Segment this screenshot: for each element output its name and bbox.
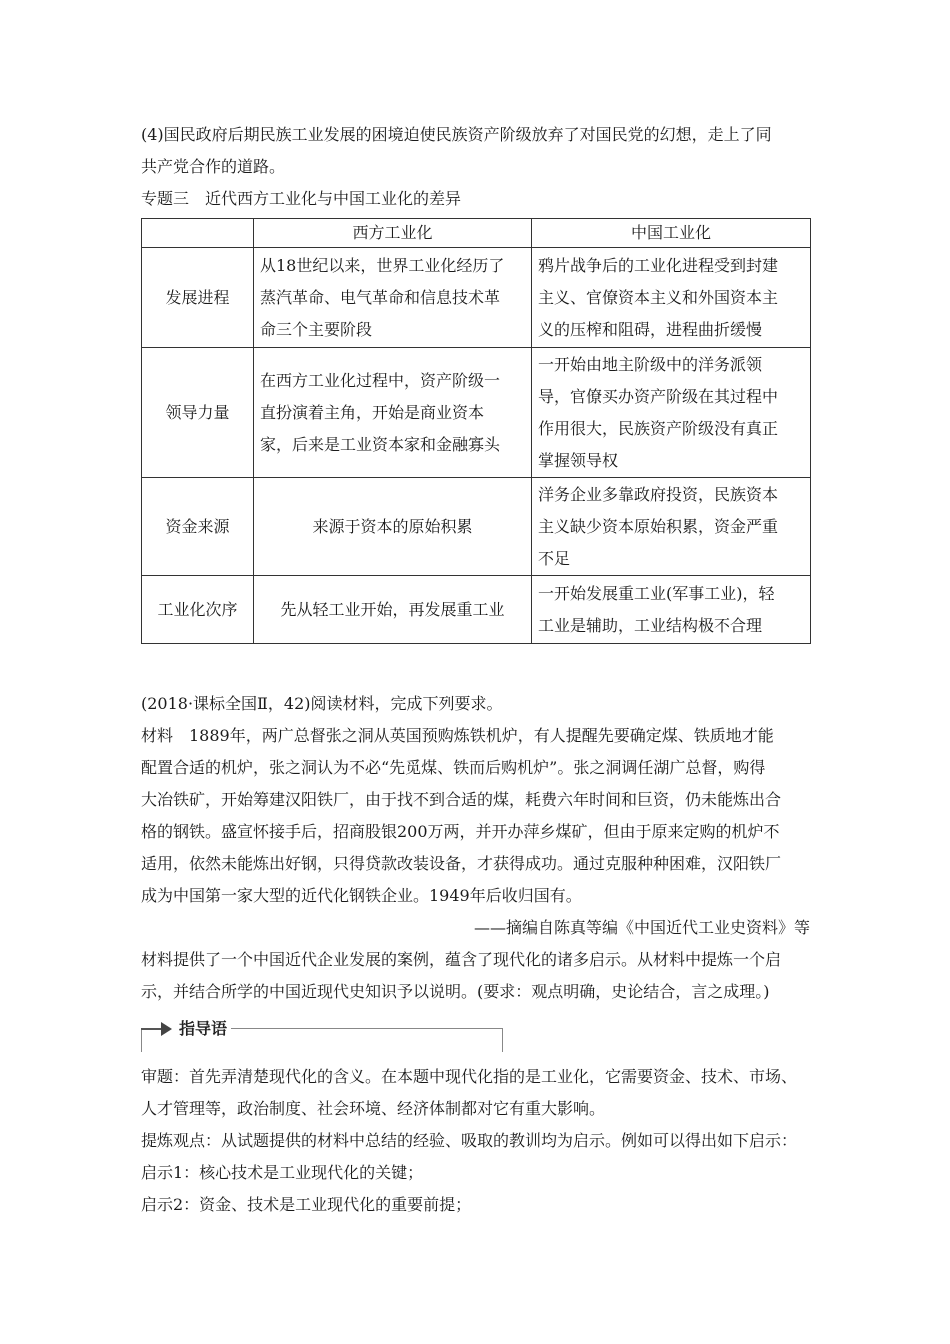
guide-line: 启示2：资金、技术是工业现代化的重要前提； — [141, 1195, 472, 1214]
material-source: ——摘编自陈真等编《中国近代工业史资料》等 — [473, 918, 810, 937]
cell-line: 直扮演着主角，开始是商业资本 — [260, 402, 485, 422]
table-header-china: 中国工业化 — [532, 219, 811, 248]
table-header-row — [142, 219, 811, 248]
task-line: 材料提供了一个中国近代企业发展的案例，蕴含了现代化的诸多启示。从材料中提炼一个启 — [141, 950, 782, 969]
guide-arrow-line — [141, 1028, 161, 1030]
arrow-right-icon — [161, 1022, 172, 1036]
cell-line: 掌握领导权 — [538, 450, 619, 470]
cell-line: 鸦片战争后的工业化进程受到封建 — [538, 255, 779, 275]
cell-line: 作用很大，民族资产阶级没有真正 — [538, 418, 779, 438]
task-line: 示，并结合所学的中国近现代史知识予以说明。(要求：观点明确，史论结合，言之成理。) — [141, 982, 770, 1001]
topic-title: 专题三 近代西方工业化与中国工业化的差异 — [141, 189, 462, 208]
guide-label: 指导语 — [179, 1019, 228, 1038]
row-china-cell — [532, 348, 811, 478]
row-label: 领导力量 — [142, 348, 254, 478]
table-row — [142, 576, 811, 644]
row-china-cell — [532, 248, 811, 348]
material-line: 大冶铁矿，开始筹建汉阳铁厂，由于找不到合适的煤，耗费六年时间和巨资，仍未能炼出合 — [141, 790, 782, 809]
cell-line: 先从轻工业开始，再发展重工业 — [280, 599, 505, 619]
material-line: 成为中国第一家大型的近代化钢铁企业。1949年后收归国有。 — [141, 886, 582, 905]
row-west-cell — [254, 348, 532, 478]
row-china-cell — [532, 478, 811, 576]
intro-line-2: 共产党合作的道路。 — [141, 157, 286, 176]
question-heading: (2018·课标全国Ⅱ，42)阅读材料，完成下列要求。 — [141, 694, 503, 713]
guide-banner — [141, 1016, 503, 1056]
table-row — [142, 348, 811, 478]
material-line: 格的钢铁。盛宣怀接手后，招商股银200万两，并开办萍乡煤矿，但由于原来定购的机炉不 — [141, 822, 780, 841]
cell-line: 从18世纪以来，世界工业化经历了 — [260, 255, 505, 275]
cell-line: 洋务企业多靠政府投资，民族资本 — [538, 484, 779, 504]
row-west-cell — [254, 576, 532, 644]
guide-divider-end — [502, 1028, 503, 1052]
intro-line-1: (4)国民政府后期民族工业发展的困境迫使民族资产阶级放弃了对国民党的幻想，走上了同 — [141, 125, 772, 144]
guide-line: 启示1：核心技术是工业现代化的关键； — [141, 1163, 424, 1182]
table-row — [142, 248, 811, 348]
row-west-cell — [254, 478, 532, 576]
cell-line: 在西方工业化过程中，资产阶级一 — [260, 370, 501, 390]
cell-line: 主义、官僚资本主义和外国资本主 — [538, 287, 779, 307]
cell-line: 一开始由地主阶级中的洋务派领 — [538, 354, 763, 374]
cell-line: 一开始发展重工业(军事工业)，轻 — [538, 583, 775, 603]
guide-divider-start — [141, 1030, 142, 1052]
row-label: 发展进程 — [142, 248, 254, 348]
cell-line: 家，后来是工业资本家和金融寡头 — [260, 434, 501, 454]
guide-line: 人才管理等，政治制度、社会环境、经济体制都对它有重大影响。 — [141, 1099, 606, 1118]
cell-line: 不足 — [538, 548, 571, 568]
guide-line: 审题：首先弄清楚现代化的含义。在本题中现代化指的是工业化，它需要资金、技术、市场、 — [141, 1067, 798, 1086]
table-header-empty — [142, 219, 254, 248]
guide-line: 提炼观点：从试题提供的材料中总结的经验、吸取的教训均为启示。例如可以得出如下启示： — [141, 1131, 798, 1150]
comparison-table — [141, 218, 811, 644]
table-row — [142, 478, 811, 576]
cell-line: 导，官僚买办资产阶级在其过程中 — [538, 386, 779, 406]
row-label: 资金来源 — [142, 478, 254, 576]
table-header-west: 西方工业化 — [254, 219, 532, 248]
guide-divider — [231, 1028, 503, 1029]
row-china-cell — [532, 576, 811, 644]
row-west-cell — [254, 248, 532, 348]
cell-line: 蒸汽革命、电气革命和信息技术革 — [260, 287, 501, 307]
cell-line: 工业是辅助，工业结构极不合理 — [538, 615, 763, 635]
material-line: 配置合适的机炉，张之洞认为不必“先觅煤、铁而后购机炉”。张之洞调任湖广总督，购得 — [141, 758, 766, 777]
cell-line: 命三个主要阶段 — [260, 319, 373, 339]
cell-line: 来源于资本的原始积累 — [312, 516, 473, 536]
cell-line: 义的压榨和阻碍，进程曲折缓慢 — [538, 319, 763, 339]
material-line: 材料 1889年，两广总督张之洞从英国预购炼铁机炉，有人提醒先要确定煤、铁质地才能 — [141, 726, 774, 745]
cell-line: 主义缺少资本原始积累，资金严重 — [538, 516, 779, 536]
material-line: 适用，依然未能炼出好钢，只得贷款改装设备，才获得成功。通过克服种种困难，汉阳铁厂 — [141, 854, 782, 873]
row-label: 工业化次序 — [142, 576, 254, 644]
